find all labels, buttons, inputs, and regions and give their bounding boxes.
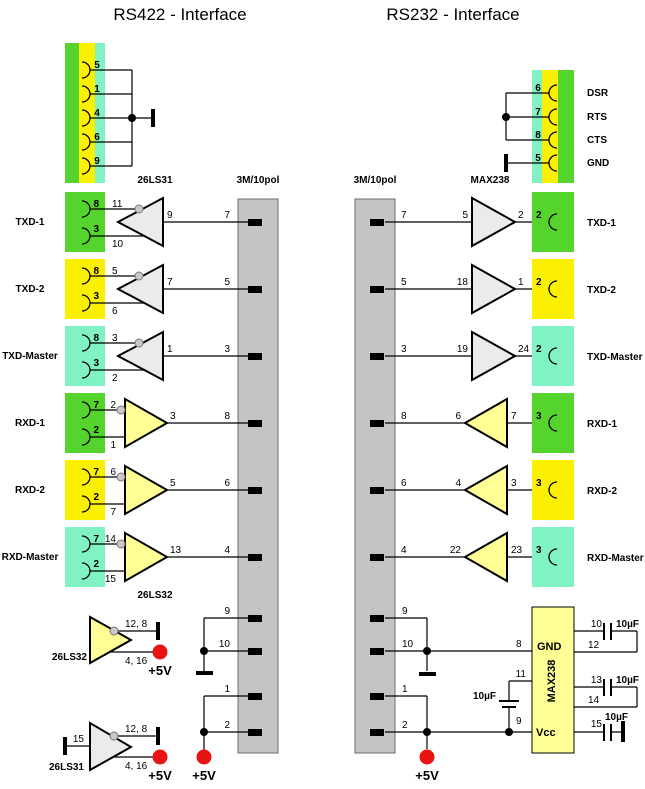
block-pin: 7 [93, 467, 99, 478]
pin-number: 6 [94, 132, 100, 143]
row-label: RXD-2 [14, 485, 46, 496]
pin-number: 9 [94, 156, 100, 167]
conn-pin [370, 219, 384, 226]
signal-dsr: DSR [587, 88, 609, 99]
capacitor-plates [604, 623, 611, 741]
ic-pin: 22 [449, 545, 461, 556]
invert-bubble [110, 732, 118, 740]
connector-block [532, 527, 574, 587]
row-label: RXD-1 [587, 419, 618, 430]
ic-pin: 19 [456, 344, 468, 355]
stripe-green [558, 70, 574, 183]
conn-pin [248, 219, 262, 226]
ic-pin: 6 [455, 411, 461, 422]
block-pin: 3 [93, 358, 99, 369]
label-3m10pol-left: 3M/10pol [236, 175, 280, 186]
label-26ls31-top: 26LS31 [137, 175, 173, 186]
plus5v-label: +5V [192, 768, 216, 783]
conn-pin-number: 2 [224, 720, 230, 731]
ic-pin: 8 [516, 639, 522, 650]
conn-pin-number: 3 [401, 344, 407, 355]
block-pin: 2 [536, 344, 542, 355]
ic-pin: 13 [590, 675, 602, 686]
ic-pin: 1 [167, 344, 173, 355]
ic-pin: 7 [110, 507, 116, 518]
ic-pin: 10 [112, 239, 124, 250]
conn-pin [370, 693, 384, 700]
ic-pin: 15 [104, 574, 116, 585]
right-strip-power [385, 606, 532, 783]
pin-number: 5 [535, 153, 541, 164]
ic-pin: 24 [518, 344, 530, 355]
conn-pin [248, 729, 262, 736]
block-pin: 2 [536, 277, 542, 288]
ic-pin: 12, 8 [125, 619, 148, 630]
block-pin: 3 [536, 478, 542, 489]
ic-name: MAX238 [546, 659, 558, 703]
capacitor-value: 10µF [616, 675, 639, 686]
conn-pin [370, 554, 384, 561]
conn-pin [370, 420, 384, 427]
right-row-rxd1 [385, 393, 617, 453]
ic-pin: 1 [110, 440, 116, 451]
row-label: TXD-Master [587, 352, 643, 363]
junction-dot [423, 728, 431, 736]
ic-pin: 18 [456, 277, 468, 288]
row-label: RXD-2 [587, 486, 618, 497]
conn-pin-number: 1 [402, 684, 408, 695]
block-pin: 8 [93, 199, 99, 210]
conn-pin [370, 648, 384, 655]
block-pin: 3 [93, 291, 99, 302]
left-row-rxd1 [15, 393, 248, 453]
capacitor-plates [499, 701, 519, 707]
conn-pin-number: 3 [224, 344, 230, 355]
conn-pin [370, 353, 384, 360]
driver-triangle [472, 332, 515, 380]
max238-ic [532, 607, 639, 753]
pin-number: 7 [535, 107, 541, 118]
row-label: TXD-2 [587, 285, 616, 296]
invert-bubble [117, 540, 125, 548]
invert-bubble [110, 627, 118, 635]
ic-pin: 12, 8 [125, 724, 148, 735]
ic-gnd-label: GND [537, 641, 562, 653]
row-label: TXD-Master [2, 351, 58, 362]
connector-block [532, 192, 574, 252]
capacitor-value: 10µF [473, 691, 496, 702]
ground-bar [504, 154, 508, 172]
receiver-triangle [125, 399, 167, 447]
row-label: TXD-1 [587, 218, 616, 229]
label-26ls32-mid: 26LS32 [137, 590, 173, 601]
ic-pin: 3 [170, 411, 176, 422]
connector-block [532, 393, 574, 453]
plus5v-node [420, 750, 435, 765]
left-row-rxd2 [15, 460, 248, 520]
rs232-handshake-connector [502, 70, 609, 183]
junction-dot [128, 114, 136, 122]
row-label: TXD-1 [15, 217, 45, 228]
invert-bubble [135, 339, 143, 347]
ic-pin: 23 [511, 545, 523, 556]
ic-pin: 11 [112, 199, 123, 210]
ic-pin: 4, 16 [125, 656, 148, 667]
ic-pin: 12 [588, 640, 600, 651]
ic-pin: 2 [112, 373, 118, 384]
pin-number: 6 [535, 83, 541, 94]
block-pin: 7 [93, 534, 99, 545]
ic-pin: 14 [104, 534, 116, 545]
plus5v-label: +5V [148, 663, 172, 678]
title-rs422: RS422 - Interface [113, 5, 247, 24]
block-pin: 3 [536, 411, 542, 422]
conn-pin [248, 420, 262, 427]
driver-triangle [472, 265, 515, 313]
right-row-txd2 [385, 259, 616, 319]
block-pin: 2 [93, 492, 99, 503]
connector-block [532, 326, 574, 386]
plus5v-node [153, 750, 168, 765]
row-label: RXD-1 [14, 418, 46, 429]
receiver-triangle [125, 466, 167, 514]
component-labels [137, 175, 509, 601]
signal-cts: CTS [587, 135, 607, 146]
right-row-txd-master [385, 326, 643, 386]
conn-pin-number: 4 [401, 545, 407, 556]
conn-pin [248, 693, 262, 700]
conn-pin-number: 4 [224, 545, 230, 556]
title-rs232: RS232 - Interface [386, 5, 520, 24]
ground-bar [156, 622, 160, 640]
conn-pin-number: 8 [224, 411, 230, 422]
conn-pin-number: 6 [401, 478, 407, 489]
conn-pin [370, 487, 384, 494]
conn-pin [248, 487, 262, 494]
left-row-rxd-master [2, 527, 248, 587]
plus5v-label: +5V [415, 768, 439, 783]
receiver-triangle [125, 533, 167, 581]
3m-connector-right [355, 199, 395, 753]
ground-bar [419, 672, 436, 676]
connector-block [532, 259, 574, 319]
ls31-power-symbol [49, 723, 172, 783]
ic-pin: 5 [170, 478, 176, 489]
ic-pin: 4, 16 [125, 761, 148, 772]
ic-pin: 7 [167, 277, 173, 288]
label-max238-top: MAX238 [470, 175, 510, 186]
ic-pin: 13 [170, 545, 182, 556]
rs422-handshake-connector [65, 43, 155, 183]
ic-pin: 3 [112, 333, 118, 344]
3m-connector-left [238, 199, 278, 753]
ic-pin: 3 [511, 478, 517, 489]
label-3m10pol-right: 3M/10pol [353, 175, 397, 186]
junction-dot [505, 728, 513, 736]
block-pin: 3 [93, 224, 99, 235]
conn-pin-number: 5 [401, 277, 407, 288]
ground-bar [621, 721, 625, 742]
ls32-power-symbol [52, 617, 172, 678]
ic-pin: 6 [110, 467, 116, 478]
block-pin: 8 [93, 266, 99, 277]
stripe-green [65, 43, 79, 183]
conn-pin [248, 648, 262, 655]
conn-pin [248, 554, 262, 561]
titles [113, 5, 519, 24]
left-row-txd1 [16, 192, 248, 252]
right-row-txd1 [385, 192, 616, 252]
connector-body [238, 199, 278, 753]
pin-number: 1 [94, 84, 100, 95]
conn-pin [248, 615, 262, 622]
connector-block [532, 460, 574, 520]
ic-pin: 14 [588, 695, 600, 706]
ic-pin: 10 [590, 619, 602, 630]
ground-bar [63, 737, 67, 755]
conn-pin-number: 10 [218, 639, 230, 650]
ic-pin: 9 [516, 716, 522, 727]
conn-pin-number: 8 [401, 411, 407, 422]
conn-pin [370, 729, 384, 736]
conn-pin [248, 353, 262, 360]
ic-pin: 9 [167, 210, 173, 221]
ic-pin: 1 [518, 277, 524, 288]
ground-bar [151, 109, 155, 127]
invert-bubble [117, 406, 125, 414]
receiver-triangle [465, 399, 507, 447]
pin-number: 4 [94, 108, 100, 119]
conn-pin [248, 286, 262, 293]
junction-dot [502, 113, 510, 121]
ground-bar [156, 727, 160, 745]
signal-rts: RTS [587, 112, 607, 123]
ic-name: 26LS32 [51, 652, 87, 663]
conn-pin-number: 9 [402, 606, 408, 617]
row-label: RXD-Master [1, 552, 59, 563]
ic-pin: 15 [590, 719, 602, 730]
ic-pin: 2 [110, 400, 116, 411]
ic-pin: 4 [455, 478, 461, 489]
conn-pin-number: 9 [224, 606, 230, 617]
block-pin: 3 [536, 545, 542, 556]
conn-pin-number: 10 [402, 639, 414, 650]
junction-dot [200, 728, 208, 736]
conn-pin-number: 2 [402, 720, 408, 731]
ic-pin: 7 [511, 411, 517, 422]
conn-pin-number: 7 [401, 210, 407, 221]
junction-dot [200, 647, 208, 655]
conn-pin [370, 615, 384, 622]
signal-gnd: GND [587, 158, 610, 169]
pin-number: 5 [94, 60, 100, 71]
ic-pin: 2 [518, 210, 524, 221]
row-label: TXD-2 [15, 284, 45, 295]
pin-number: 8 [535, 130, 541, 141]
ic-pin: 5 [462, 210, 468, 221]
capacitor-value: 10µF [616, 619, 639, 630]
capacitor-value: 10µF [605, 712, 628, 723]
driver-triangle [472, 198, 515, 246]
ic-pin: 5 [112, 266, 118, 277]
receiver-triangle [465, 533, 507, 581]
conn-pin-number: 7 [224, 210, 230, 221]
plus5v-node [197, 750, 212, 765]
conn-pin-number: 5 [224, 277, 230, 288]
block-pin: 2 [536, 210, 542, 221]
conn-pin-number: 1 [224, 684, 230, 695]
invert-bubble [135, 205, 143, 213]
conn-pin-number: 6 [224, 478, 230, 489]
plus5v-node [153, 645, 168, 660]
ic-pin: 15 [72, 734, 84, 745]
left-row-txd2 [16, 259, 248, 319]
left-row-txd-master [2, 326, 248, 386]
connector-body [355, 199, 395, 753]
block-pin: 7 [93, 400, 99, 411]
conn-pin [370, 286, 384, 293]
ic-vcc-label: Vcc [536, 727, 556, 739]
receiver-triangle [465, 466, 507, 514]
junction-dot [423, 647, 431, 655]
invert-bubble [117, 473, 125, 481]
ic-pin: 6 [112, 306, 118, 317]
block-pin: 2 [93, 559, 99, 570]
right-row-rxd-master [385, 527, 644, 587]
plus5v-label: +5V [148, 768, 172, 783]
block-pin: 2 [93, 425, 99, 436]
row-label: RXD-Master [587, 553, 644, 564]
invert-bubble [135, 272, 143, 280]
ic-pin: 11 [515, 669, 526, 680]
block-pin: 8 [93, 333, 99, 344]
ic-name: 26LS31 [48, 762, 84, 773]
right-row-rxd2 [385, 460, 617, 520]
ground-bar [196, 671, 213, 675]
